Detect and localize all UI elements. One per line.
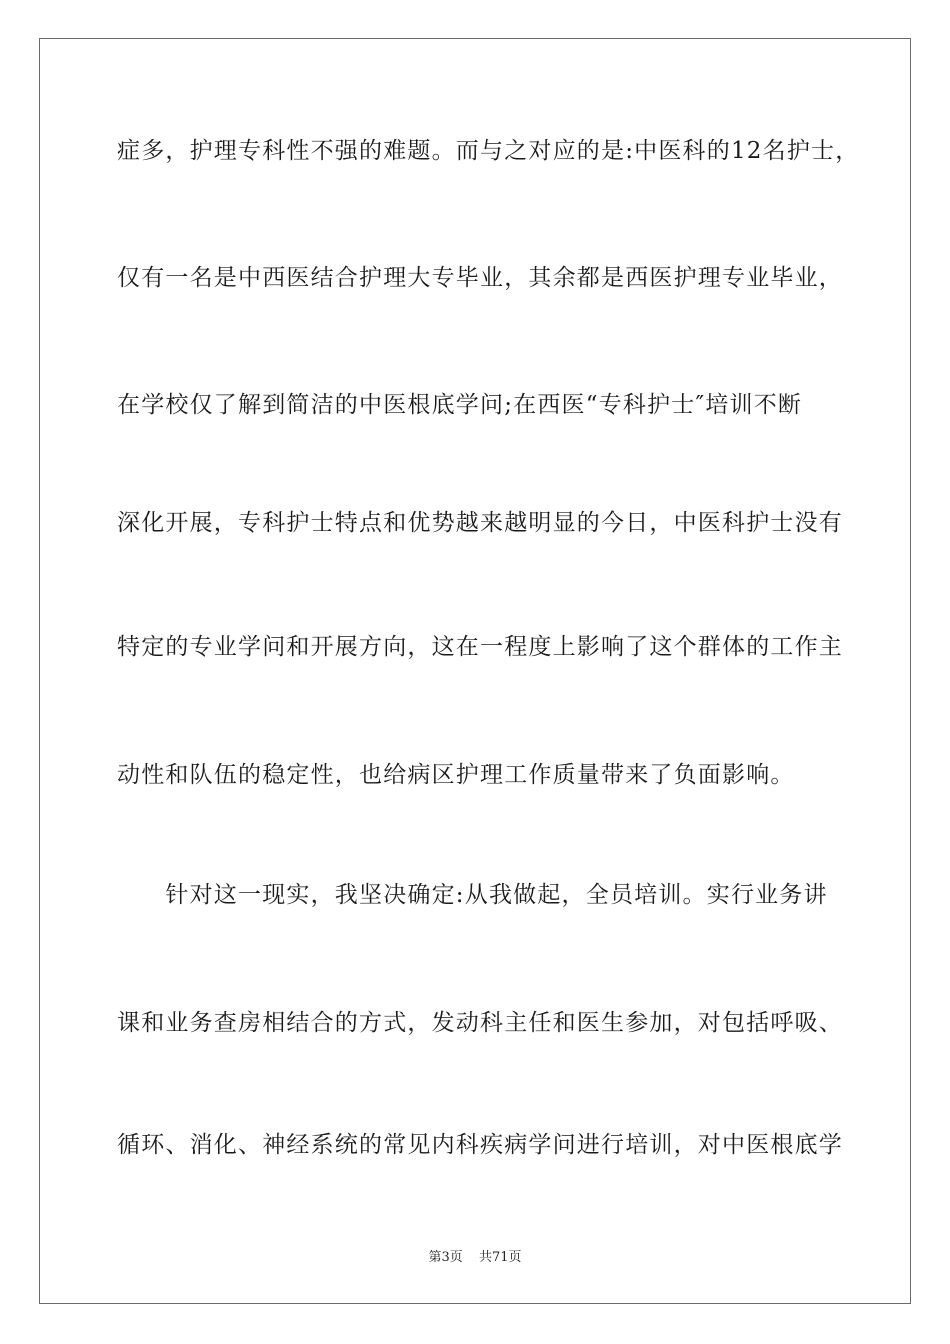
- text-line-3: 在学校仅了解到简洁的中医根底学问;在西医“专科护士″培训不断: [117, 392, 803, 418]
- text-line-7: 针对这一现实，我坚决确定:从我做起，全员培训。实行业务讲: [117, 882, 828, 908]
- text-line-5: 特定的专业学问和开展方向，这在一程度上影响了这个群体的工作主: [117, 634, 843, 660]
- page-number: 第3页: [428, 1250, 463, 1265]
- text-line-9: 循环、消化、神经系统的常见内科疾病学问进行培训，对中医根底学: [117, 1132, 843, 1158]
- text-line-4: 深化开展，专科护士特点和优势越来越明显的今日，中医科护士没有: [117, 510, 843, 536]
- total-pages: 共71页: [478, 1250, 522, 1265]
- page-footer: [0, 1246, 950, 1265]
- text-line-8: 课和业务查房相结合的方式，发动科主任和医生参加，对包括呼吸、: [117, 1010, 843, 1036]
- text-line-2: 仅有一名是中西医结合护理大专毕业，其余都是西医护理专业毕业，: [117, 265, 843, 291]
- text-line-1: 症多，护理专科性不强的难题。而与之对应的是:中医科的12名护士，: [117, 138, 860, 164]
- text-line-6: 动性和队伍的稳定性，也给病区护理工作质量带来了负面影响。: [117, 762, 795, 788]
- page-border: [39, 38, 911, 1304]
